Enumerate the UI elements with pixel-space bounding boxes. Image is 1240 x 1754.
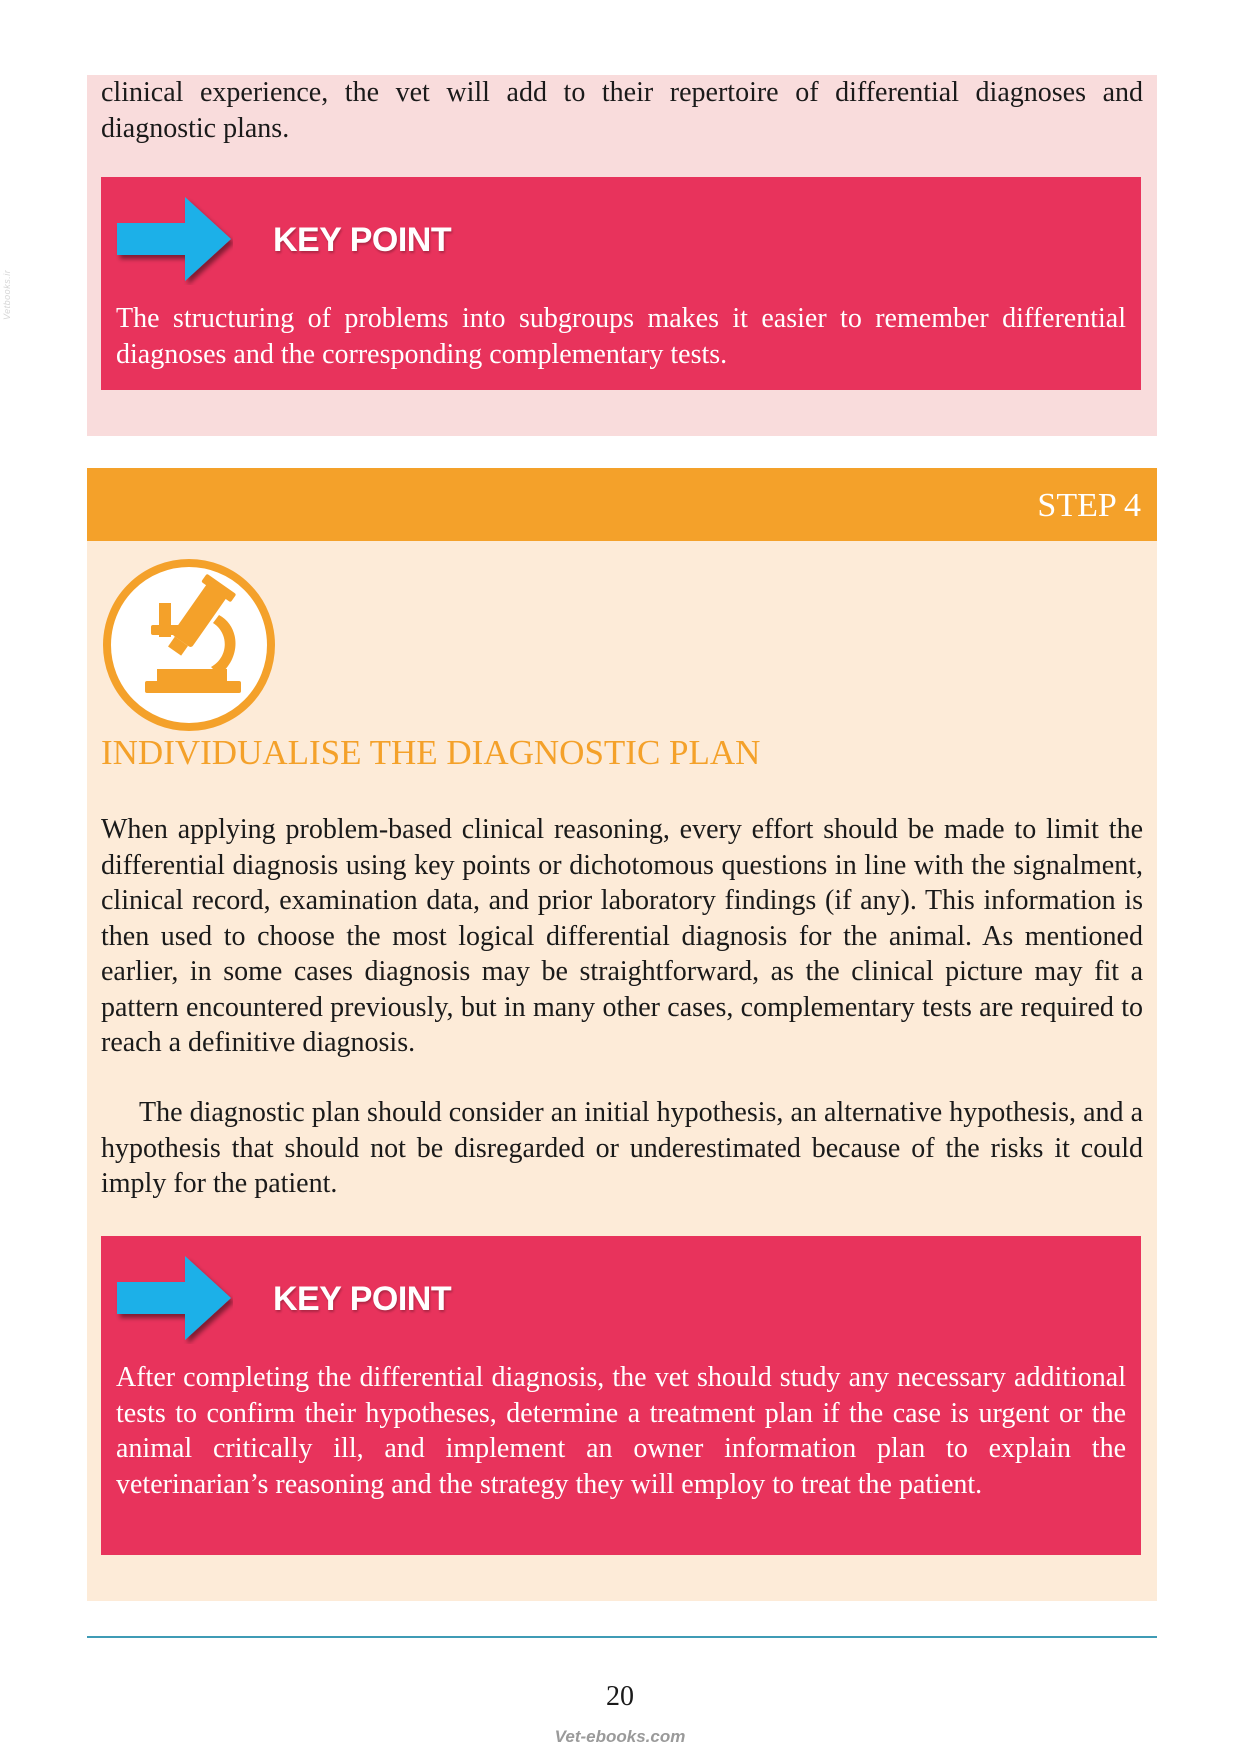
- footer-divider: [87, 1636, 1157, 1638]
- body-paragraph: The diagnostic plan should consider an initial hypothesis, an alternative hypothesis, and a hypothesis that should not be disregarded or underestimated because of the risks it could imply for the patient.: [101, 1097, 1143, 1199]
- key-point-box: [101, 1236, 1141, 1555]
- key-point-title: KEY POINT: [273, 221, 452, 259]
- step-header-bar: [87, 468, 1157, 541]
- body-paragraph: When applying problem-based clinical reasoning, every effort should be made to limit the differential diagnosis using key points or dichotomous questions in line with the signalment, clinical record, examination data, and prior laboratory findings (if any). This information is then used to choose the most logical differential diagnosis for the animal. As mentioned earlier, in some cases diagnosis may be straightforward, as the clinical picture may fit a pattern encountered previously, but in many other cases, complementary tests are required to reach a definitive diagnosis.: [101, 814, 1143, 1058]
- microscope-icon: [101, 557, 277, 733]
- arrow-right-icon: [115, 193, 233, 285]
- key-point-box: [101, 177, 1141, 390]
- key-point-text: After completing the differential diagnosis, the vet should study any necessary additional tests to confirm their hypotheses, determine a treatment plan if the case is urgent or the animal critically ill, and implement an owner information plan to explain the veterinarian’s reasoning and the strategy they will employ to treat the patient.: [116, 1362, 1126, 1500]
- page-number: 20: [606, 1681, 634, 1712]
- arrow-right-icon: [115, 1252, 233, 1344]
- section-heading: INDIVIDUALISE THE DIAGNOSTIC PLAN: [101, 733, 761, 772]
- step-label: STEP 4: [1037, 487, 1141, 524]
- key-point-title: KEY POINT: [273, 1280, 452, 1318]
- intro-paragraph: clinical experience, the vet will add to their repertoire of differential diagnoses and diagnostic plans.: [101, 77, 1143, 144]
- side-watermark: Vetbooks.ir: [2, 269, 12, 320]
- footer-logo: Vet-ebooks.com: [554, 1727, 686, 1746]
- key-point-text: The structuring of problems into subgroups makes it easier to remember differential diagnoses and the corresponding complementary tests.: [116, 303, 1126, 370]
